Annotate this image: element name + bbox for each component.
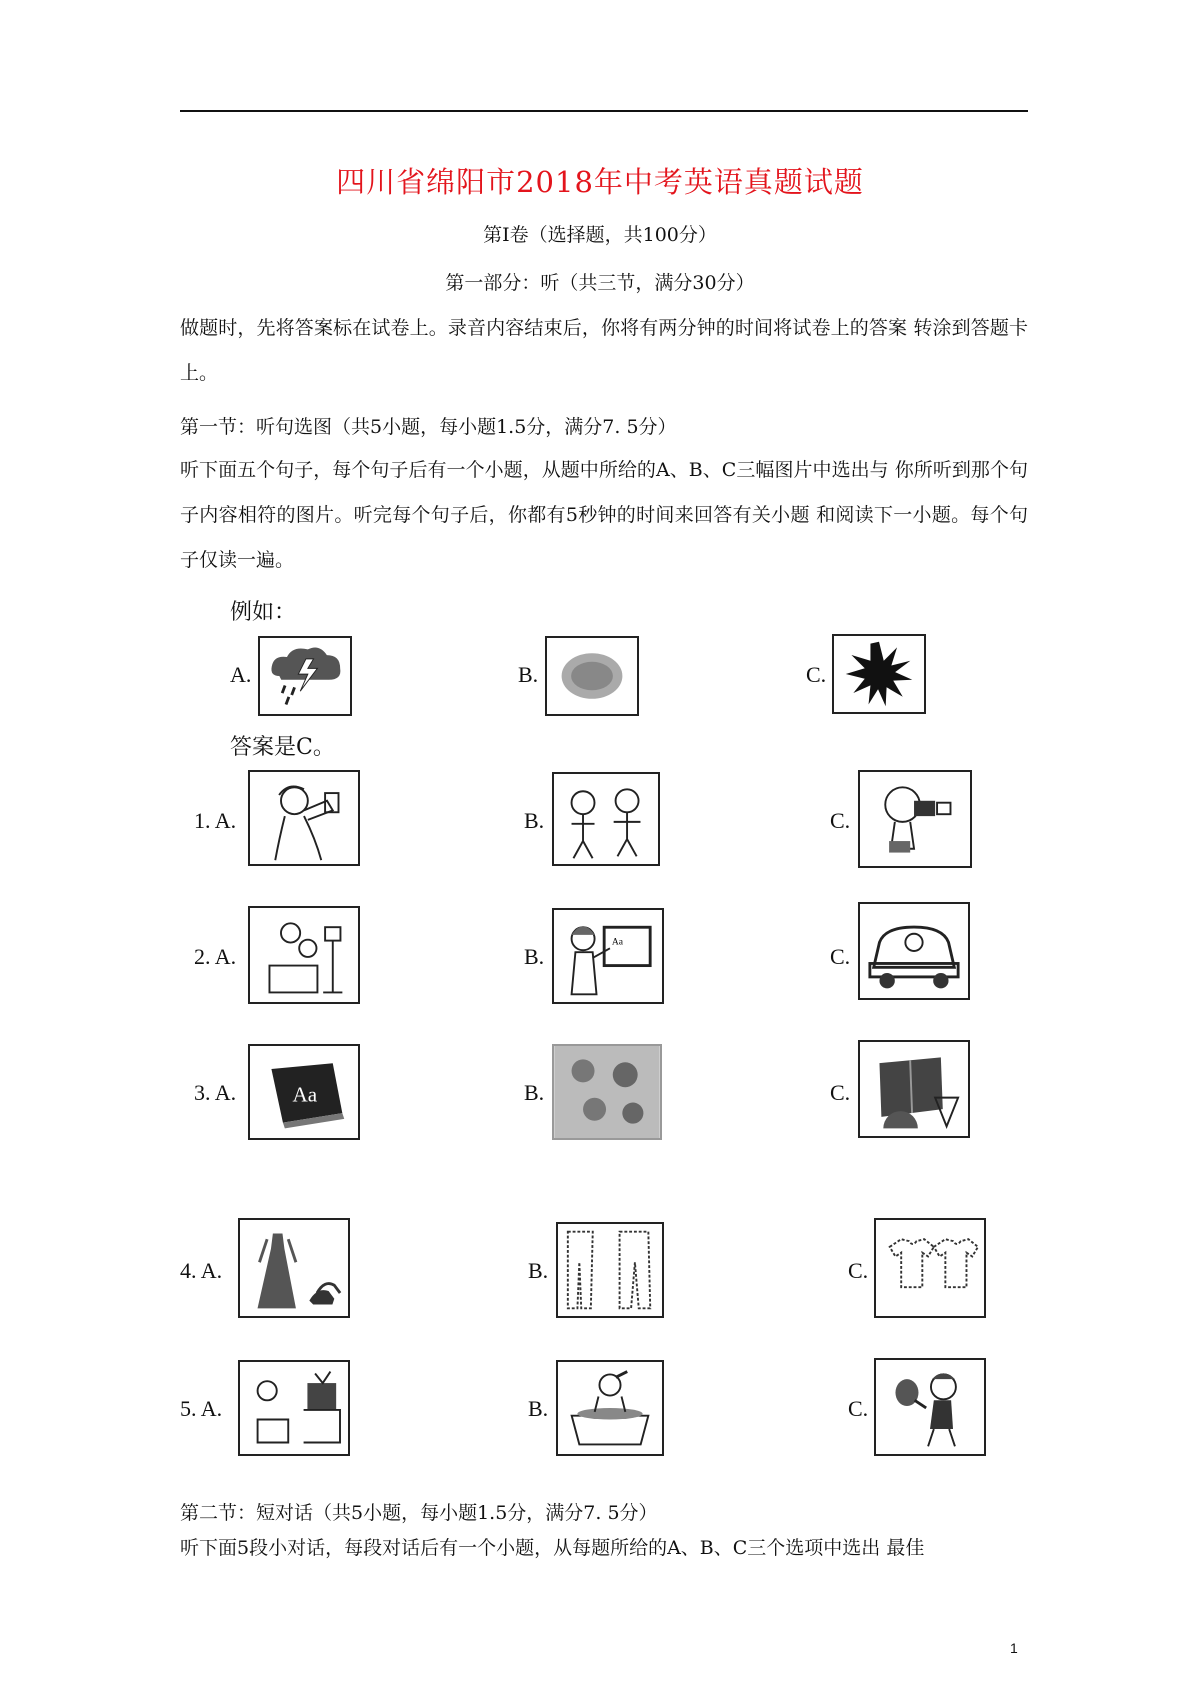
trousers-picture — [556, 1222, 664, 1318]
part-heading: 第一部分：听（共三节，满分30分） — [445, 272, 755, 294]
section2-directions: 听下面5段小对话，每段对话后有一个小题，从每题所给的A、B、C三个选项中选出 最佳 — [180, 1537, 925, 1559]
section2-heading: 第二节：短对话（共5小题，每小题1.5分，满分7. 5分） — [180, 1502, 658, 1524]
man-driving-car-picture — [858, 902, 970, 1000]
example-answer: 答案是C。 — [230, 735, 335, 760]
sun-icon — [832, 634, 926, 714]
q4-option-b-label: B. — [528, 1258, 549, 1283]
q1-option-c-label: C. — [830, 808, 851, 833]
instructions-text: 做题时，先将答案标在试卷上。录音内容结束后，你将有两分钟的时间将试卷上的答案 转涂到答题卡上。 — [180, 317, 1028, 384]
example-label: 例如： — [230, 600, 297, 625]
q5-option-c-label: C. — [848, 1396, 869, 1421]
cloud-icon — [545, 636, 639, 716]
q1-option-b-label: B. — [524, 808, 545, 833]
q2-option-b-label: B. — [524, 944, 545, 969]
q5-option-a-label: 5. A. — [180, 1396, 223, 1421]
section1-directions: 听下面五个句子，每个句子后有一个小题，从题中所给的A、B、C三幅图片中选出与 你所听到那个句子内容相符的图片。听完每个句子后，你都有5秒钟的时间来回答有关小题 和阅读下一小题。每个句子仅读一遍。 — [180, 459, 1028, 571]
q3-option-c-label: C. — [830, 1080, 851, 1105]
svg-text:Aa: Aa — [611, 936, 624, 948]
english-book-picture — [248, 1044, 360, 1140]
q3-option-a-label: 3. A. — [194, 1080, 237, 1105]
teacher-at-board-picture — [552, 908, 664, 1004]
page-title: 四川省绵阳市2018年中考英语真题试题 — [336, 165, 864, 199]
people-watching-tv-picture — [248, 906, 360, 1004]
q2-option-a-label: 2. A. — [194, 944, 237, 969]
t-shirts-picture — [874, 1218, 986, 1318]
q3-option-b-label: B. — [524, 1080, 545, 1105]
girl-drinking-picture — [248, 770, 360, 866]
q4-option-a-label: 4. A. — [180, 1258, 223, 1283]
dress-and-shoes-picture — [238, 1218, 350, 1318]
q4-option-c-label: C. — [848, 1258, 869, 1283]
svg-text:Aa: Aa — [292, 1082, 318, 1107]
pattern-picture — [552, 1044, 662, 1140]
girl-washing-clothes-picture — [556, 1360, 664, 1456]
boy-taking-photo-picture — [858, 770, 972, 868]
notebook-ruler-picture — [858, 1040, 970, 1138]
section1-heading: 第一节：听句选图（共5小题，每小题1.5分，满分7. 5分） — [180, 416, 677, 438]
example-option-b-label: B. — [518, 662, 539, 687]
q2-option-c-label: C. — [830, 944, 851, 969]
q5-option-b-label: B. — [528, 1396, 549, 1421]
q1-option-a-label: 1. A. — [194, 808, 237, 833]
girl-playing-ping-pong-picture — [874, 1358, 986, 1456]
top-rule — [180, 110, 1028, 112]
page-number: 1 — [1010, 1640, 1018, 1656]
example-option-c-label: C. — [806, 662, 827, 687]
example-option-a-label: A. — [230, 662, 252, 687]
volume-heading: 第Ⅰ卷（选择题，共100分） — [483, 224, 717, 246]
thunderstorm-icon — [258, 636, 352, 716]
boys-talking-picture — [552, 772, 660, 866]
girl-watching-tv-picture — [238, 1360, 350, 1456]
